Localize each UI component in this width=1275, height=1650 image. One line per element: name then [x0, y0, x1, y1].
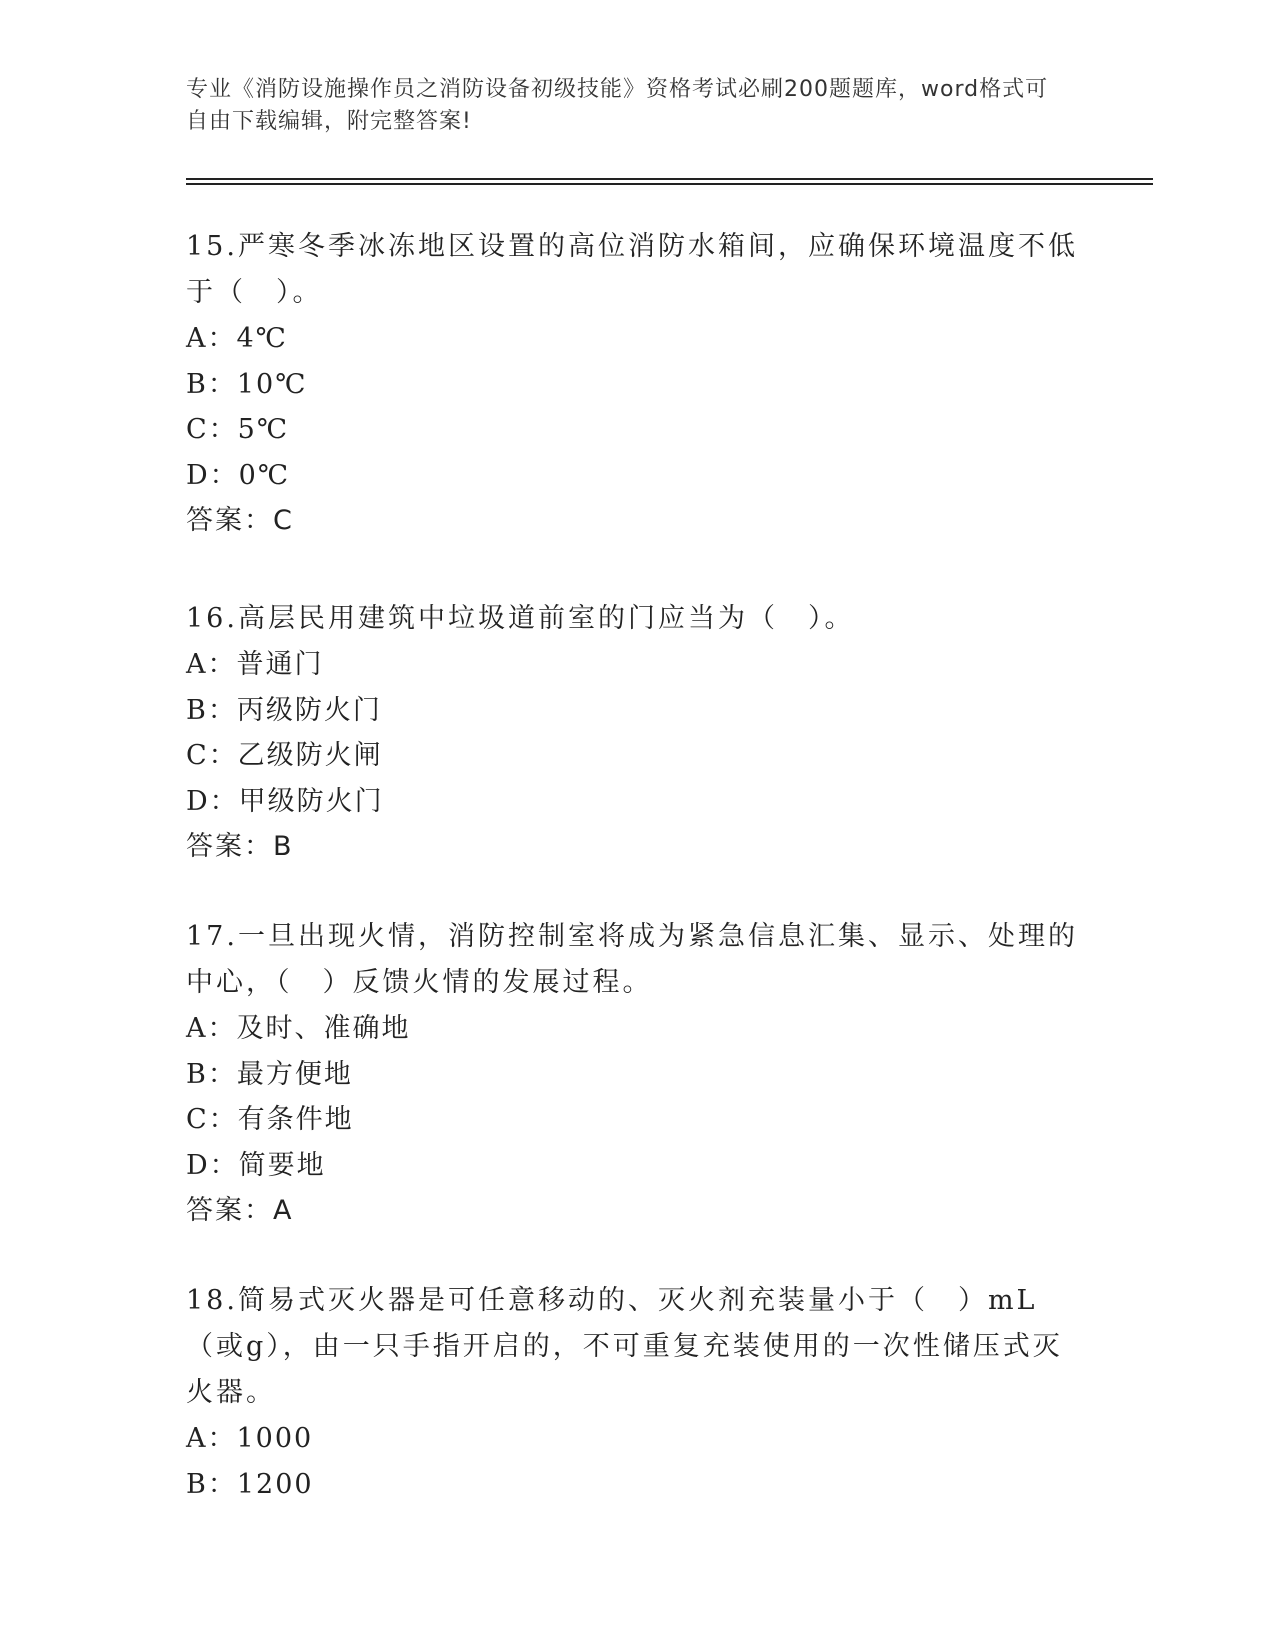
document-header: 专业《消防设施操作员之消防设备初级技能》资格考试必刷200题题库，word格式可自由下载编辑，附完整答案! — [186, 77, 1049, 134]
question-17-option-c: C：有条件地 — [186, 1104, 354, 1135]
question-18 — [186, 1278, 1086, 1507]
question-17-option-b: B：最方便地 — [186, 1058, 353, 1090]
question-17-option-d: D：简要地 — [186, 1149, 326, 1181]
question-18-text: 18.简易式灭火器是可任意移动的、灭火剂充装量小于（ ）mL（或g），由一只手指开启的，不可重复充装使用的一次性储压式灭火器。 — [186, 1285, 1063, 1408]
question-17-answer: 答案：A — [186, 1195, 294, 1226]
question-15-answer: 答案：C — [186, 505, 294, 536]
header-divider-bottom — [186, 183, 1153, 185]
question-15-option-a: A：4℃ — [186, 323, 288, 354]
header-divider-top — [186, 178, 1153, 180]
question-15 — [186, 224, 1086, 544]
question-16-option-c: C：乙级防火闸 — [186, 740, 383, 771]
question-17-option-a: A：及时、准确地 — [186, 1013, 411, 1044]
question-17 — [186, 914, 1086, 1234]
question-15-option-d: D：0℃ — [186, 459, 291, 491]
question-18-option-b: B：1200 — [186, 1468, 314, 1500]
question-15-option-c: C：5℃ — [186, 414, 290, 445]
question-16-option-b: B：丙级防火门 — [186, 694, 382, 726]
question-16 — [186, 596, 1086, 870]
question-15-text: 15.严寒冬季冰冻地区设置的高位消防水箱间，应确保环境温度不低于（ ）。 — [186, 231, 1078, 308]
question-16-option-d: D：甲级防火门 — [186, 785, 384, 817]
question-16-answer: 答案：B — [186, 831, 294, 862]
question-16-text: 16.高层民用建筑中垃圾道前室的门应当为（ ）。 — [186, 603, 855, 634]
question-17-text: 17.一旦出现火情，消防控制室将成为紧急信息汇集、显示、处理的中心，（ ）反馈火情的发展过程。 — [186, 921, 1078, 998]
question-15-option-b: B：10℃ — [186, 368, 308, 400]
question-16-option-a: A：普通门 — [186, 649, 324, 680]
question-18-option-a: A：1000 — [186, 1423, 314, 1454]
